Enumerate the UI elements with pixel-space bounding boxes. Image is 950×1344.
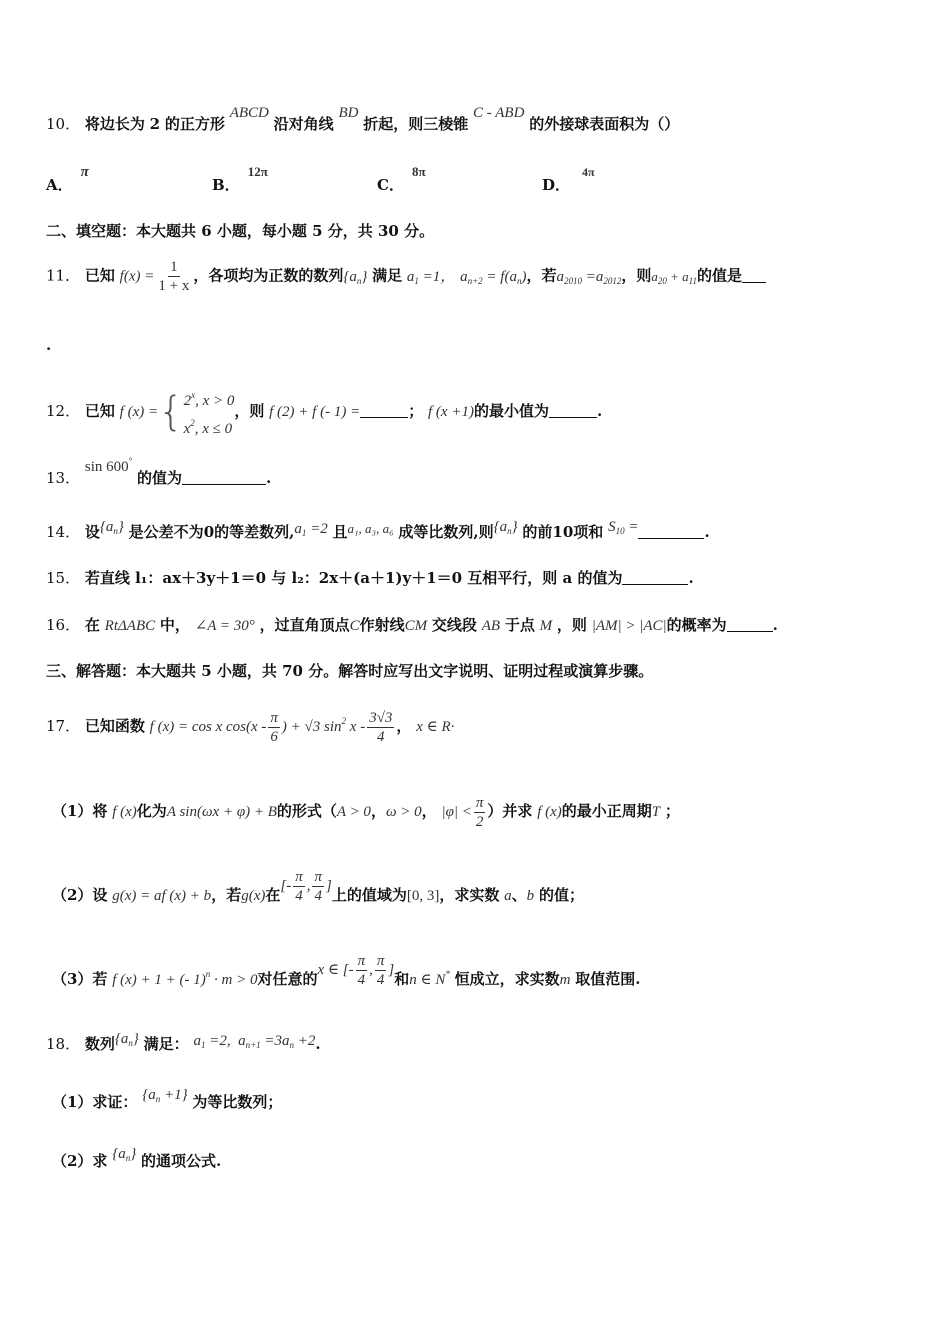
part-label: （3）若 (52, 969, 108, 988)
q17-text: 上的值域为 (331, 885, 407, 904)
fraction: $\frac{\pi}{2}$ (475, 795, 484, 830)
q10-text: 折起，则三棱锥 (363, 115, 469, 133)
inequality: f (x) + 1 + (- 1)$^n$ · m > 0 (112, 968, 258, 988)
variable-b: b (526, 887, 535, 904)
answer-blank[interactable] (638, 524, 704, 539)
answer-blank[interactable] (182, 470, 266, 485)
q17-text: 化为 (136, 801, 167, 820)
case-1: 2$^x$, x > 0 (183, 390, 235, 409)
variable-a: a (504, 887, 512, 904)
section-heading: 三、解答题：本大题共 5 小题，共 70 分。解答时应写出文字说明、证明过程或演算步骤。 (46, 662, 654, 680)
inequality: |AM| > |AC| (591, 618, 667, 634)
q14-text: 项和 (573, 523, 604, 541)
variable-m: m (559, 971, 571, 988)
expression: sin 600° (84, 456, 133, 475)
option-value: π (80, 164, 89, 180)
option-label: B． (212, 176, 240, 194)
option-c[interactable] (377, 164, 426, 195)
q11-stem (46, 258, 766, 295)
q18-part1 (52, 1087, 283, 1118)
recurrence: $a_1 =2$, $a_{n+1} =3a_n +2$ (193, 1033, 316, 1050)
numerator: 1 (170, 259, 178, 275)
q11-text: 已知 (84, 266, 115, 285)
q10-text: 的外接球表面积为（） (529, 115, 680, 133)
q17-part2 (52, 869, 584, 915)
q14-text: 的等差数列, (214, 523, 295, 541)
range: [0, 3] (406, 887, 440, 904)
question-number: 13． (46, 469, 81, 487)
q16-text: 的概率为 (666, 616, 727, 634)
answer-blank[interactable] (742, 268, 766, 283)
q17-stem (46, 709, 454, 746)
q17-text: ， (421, 801, 437, 820)
option-label: D． (542, 176, 571, 194)
q12-text: 已知 (84, 402, 115, 420)
answer-blank[interactable] (727, 617, 773, 632)
q14-text: 且 (332, 523, 348, 541)
diagonal-label: BD (338, 105, 359, 121)
expression: f (x) (537, 803, 562, 820)
condition: $a_1 =2$ (294, 521, 328, 538)
q16-text: 中， (159, 616, 190, 634)
option-value: 12π (247, 164, 268, 179)
question-number: 10． (46, 115, 81, 133)
option-b[interactable] (212, 164, 268, 195)
q18-text: 为等比数列； (192, 1093, 283, 1111)
q11-text: 的值是 (696, 266, 742, 285)
q11-text: ，则 (621, 266, 652, 285)
expression: A sin(ωx + φ) + B (166, 803, 277, 820)
fraction: $\frac{\pi}{4}$ (314, 869, 322, 904)
option-value: 4π (582, 165, 595, 179)
segment-label: AB (481, 618, 501, 634)
domain: x ∈ R· (416, 718, 455, 735)
piecewise-cases (184, 384, 235, 440)
sequence: $\{a_n\}$ (114, 1031, 139, 1048)
q17-text: ，求实数 (439, 885, 500, 904)
point-label: C (349, 618, 360, 634)
q14-text: 的前 (522, 523, 553, 541)
option-label: C． (377, 176, 404, 194)
q17-text: 已知函数 (84, 716, 145, 735)
square-label: ABCD (229, 105, 269, 121)
point-label: M (539, 618, 553, 634)
answer-blank[interactable] (622, 570, 688, 585)
q18-text: 数列 (84, 1035, 115, 1053)
q11-text: ，各项均为正数的数列 (193, 266, 344, 285)
question-number: 17． (46, 716, 81, 735)
part-label: （1）将 (52, 801, 108, 820)
q16-text: ，则 (556, 616, 587, 634)
sequence: $\{a_n\}$ (112, 1146, 137, 1163)
expression: f (x) (112, 803, 137, 820)
function-def: f (x) = cos x cos(x - $\frac{\pi}{6}$ ) + √3 $\sin^2 x$ - $\frac{3√3}{4}$ (149, 710, 393, 745)
part-label: （2）求 (52, 1152, 108, 1170)
answer-blank[interactable] (360, 403, 408, 418)
question-number: 11． (46, 266, 81, 285)
q17-text: 的值； (538, 885, 584, 904)
q17-text: 、 (511, 885, 527, 904)
q17-text: ，若 (211, 885, 242, 904)
q17-text: 恒成立，求实数 (454, 969, 560, 988)
q11-tail: . (46, 336, 52, 354)
option-a[interactable] (46, 164, 89, 195)
expression: g(x) (241, 887, 266, 904)
triangle-label: RtΔABC (104, 618, 156, 634)
q14-text: 0 (203, 523, 215, 541)
q12-text: ； (408, 402, 424, 420)
sequence: $\{a_n\}$ (493, 519, 518, 536)
denominator: 1 + x (158, 278, 190, 294)
question-number: 15． (46, 569, 81, 587)
q18-text: 满足： (143, 1035, 189, 1053)
q14-text: 设 (84, 523, 100, 541)
expression: f (x +1) (428, 404, 474, 420)
fraction: $\frac{\pi}{4}$ (357, 953, 366, 988)
q10-text: 2 (149, 115, 161, 133)
sequence: $\{a_n\}$ (343, 268, 368, 286)
pyramid-label: C - ABD (473, 105, 525, 121)
condition: $a_{2010} =a_{2012}$ (556, 268, 622, 286)
fraction: $\frac{\pi}{4}$ (295, 869, 303, 904)
function-def: f (x) = (119, 404, 159, 420)
condition: ω > 0 (385, 803, 422, 820)
q17-text: ， (396, 716, 412, 735)
fraction (156, 258, 191, 295)
q12-stem (46, 384, 602, 440)
part-label: （2）设 (52, 885, 108, 904)
q10-text: 将边长为 (84, 115, 145, 133)
condition: $a_{n+2} = f(a_n)$ (460, 268, 527, 286)
q16-stem (46, 614, 778, 637)
q10-text: 的正方形 (164, 115, 225, 133)
q16-text: 作射线 (359, 616, 405, 634)
q11-text: ，若 (526, 266, 557, 285)
terms: a₁, a₃, a₆ (347, 521, 394, 536)
set-membership: n ∈ N* (409, 968, 450, 988)
q16-text: 于点 (504, 616, 535, 634)
q17-part1 (52, 794, 680, 831)
sequence: $\{a_n\}$ (99, 519, 124, 536)
brace-icon: { (158, 389, 184, 435)
interval: x ∈ [- $\frac{\pi}{4}$ , $\frac{\pi}{4}$ ] (317, 953, 395, 988)
q18-part2 (52, 1146, 222, 1177)
q13-text: . (266, 469, 272, 487)
q18-text: . (315, 1035, 321, 1053)
fraction: $\frac{\pi}{4}$ (376, 953, 385, 988)
expression: g(x) = af (x) + b (112, 887, 212, 904)
condition: $a_1 =1$， (406, 268, 456, 286)
q17-text: 和 (394, 969, 410, 988)
q17-text: ）并求 (487, 801, 533, 820)
q10-stem (46, 105, 680, 136)
angle-label: ∠A = 30° (194, 618, 255, 634)
interval: [- $\frac{\pi}{4}$ , $\frac{\pi}{4}$ ] (280, 869, 332, 904)
question-number: 16． (46, 616, 81, 634)
q14-text: 10 (552, 523, 574, 541)
ray-label: CM (404, 618, 428, 634)
q17-text: 在 (265, 885, 281, 904)
function-def: f(x) = (119, 268, 155, 285)
q13-text: 的值为 (137, 469, 183, 487)
q16-text: 交线段 (431, 616, 477, 634)
q16-text: 在 (84, 616, 100, 634)
q17-text: ， (370, 801, 386, 820)
q13-stem (46, 456, 272, 490)
condition: A > 0 (336, 803, 371, 820)
question-number: 18． (46, 1035, 81, 1053)
expression: f (2) + f (- 1) = (269, 404, 361, 420)
q10-text: 沿对角线 (273, 115, 334, 133)
option-value: 8π (411, 164, 426, 179)
question-number: 14． (46, 523, 81, 541)
q14-text: . (704, 523, 710, 541)
q15-text: . (688, 569, 694, 587)
fraction: $\frac{3√3}{4}$ (369, 710, 393, 745)
sequence: $\{a_n +1\}$ (142, 1087, 188, 1104)
q14-stem (46, 521, 710, 548)
q12-text: . (596, 402, 603, 420)
q14-text: 成等比数列,则 (398, 523, 494, 541)
q16-text: . (772, 616, 778, 634)
q16-text: ，过直角顶点 (259, 616, 350, 634)
case-2: $x^2$, x ≤ 0 (183, 418, 233, 437)
q15-stem (46, 567, 694, 589)
q18-stem (46, 1033, 321, 1060)
section-heading: 二、填空题：本大题共 6 小题，每小题 5 分，共 30 分。 (46, 222, 435, 240)
expression: $a_{20} + a_{11}$ (651, 268, 697, 286)
q12-text: 的最小值为 (473, 402, 549, 420)
q17-text: ； (664, 801, 680, 820)
answer-blank[interactable] (549, 403, 597, 418)
q11-text: 满足 (372, 266, 403, 285)
q15-text: 若直线 l₁：ax＋3y＋1＝0 与 l₂：2x＋(a＋1)y＋1＝0 互相平行，则 a 的值为 (84, 569, 623, 587)
fraction: $\frac{\pi}{6}$ (270, 710, 278, 745)
condition: |φ| < $\frac{\pi}{2}$ (441, 795, 484, 830)
q17-text: 对任意的 (257, 969, 318, 988)
q18-text: 的通项公式. (141, 1152, 222, 1170)
q17-text: 的形式（ (276, 801, 337, 820)
q12-text: ，则 (234, 402, 265, 420)
q14-text: 是公差不为 (128, 523, 204, 541)
q17-text: 取值范围. (575, 969, 641, 988)
sum-symbol: $S_{10}$ = (608, 519, 639, 536)
period-symbol: T (651, 803, 661, 820)
question-number: 12． (46, 402, 81, 420)
q17-part3 (52, 953, 641, 999)
part-label: （1）求证： (52, 1093, 138, 1111)
option-label: A． (46, 176, 73, 194)
q17-text: 的最小正周期 (561, 801, 652, 820)
